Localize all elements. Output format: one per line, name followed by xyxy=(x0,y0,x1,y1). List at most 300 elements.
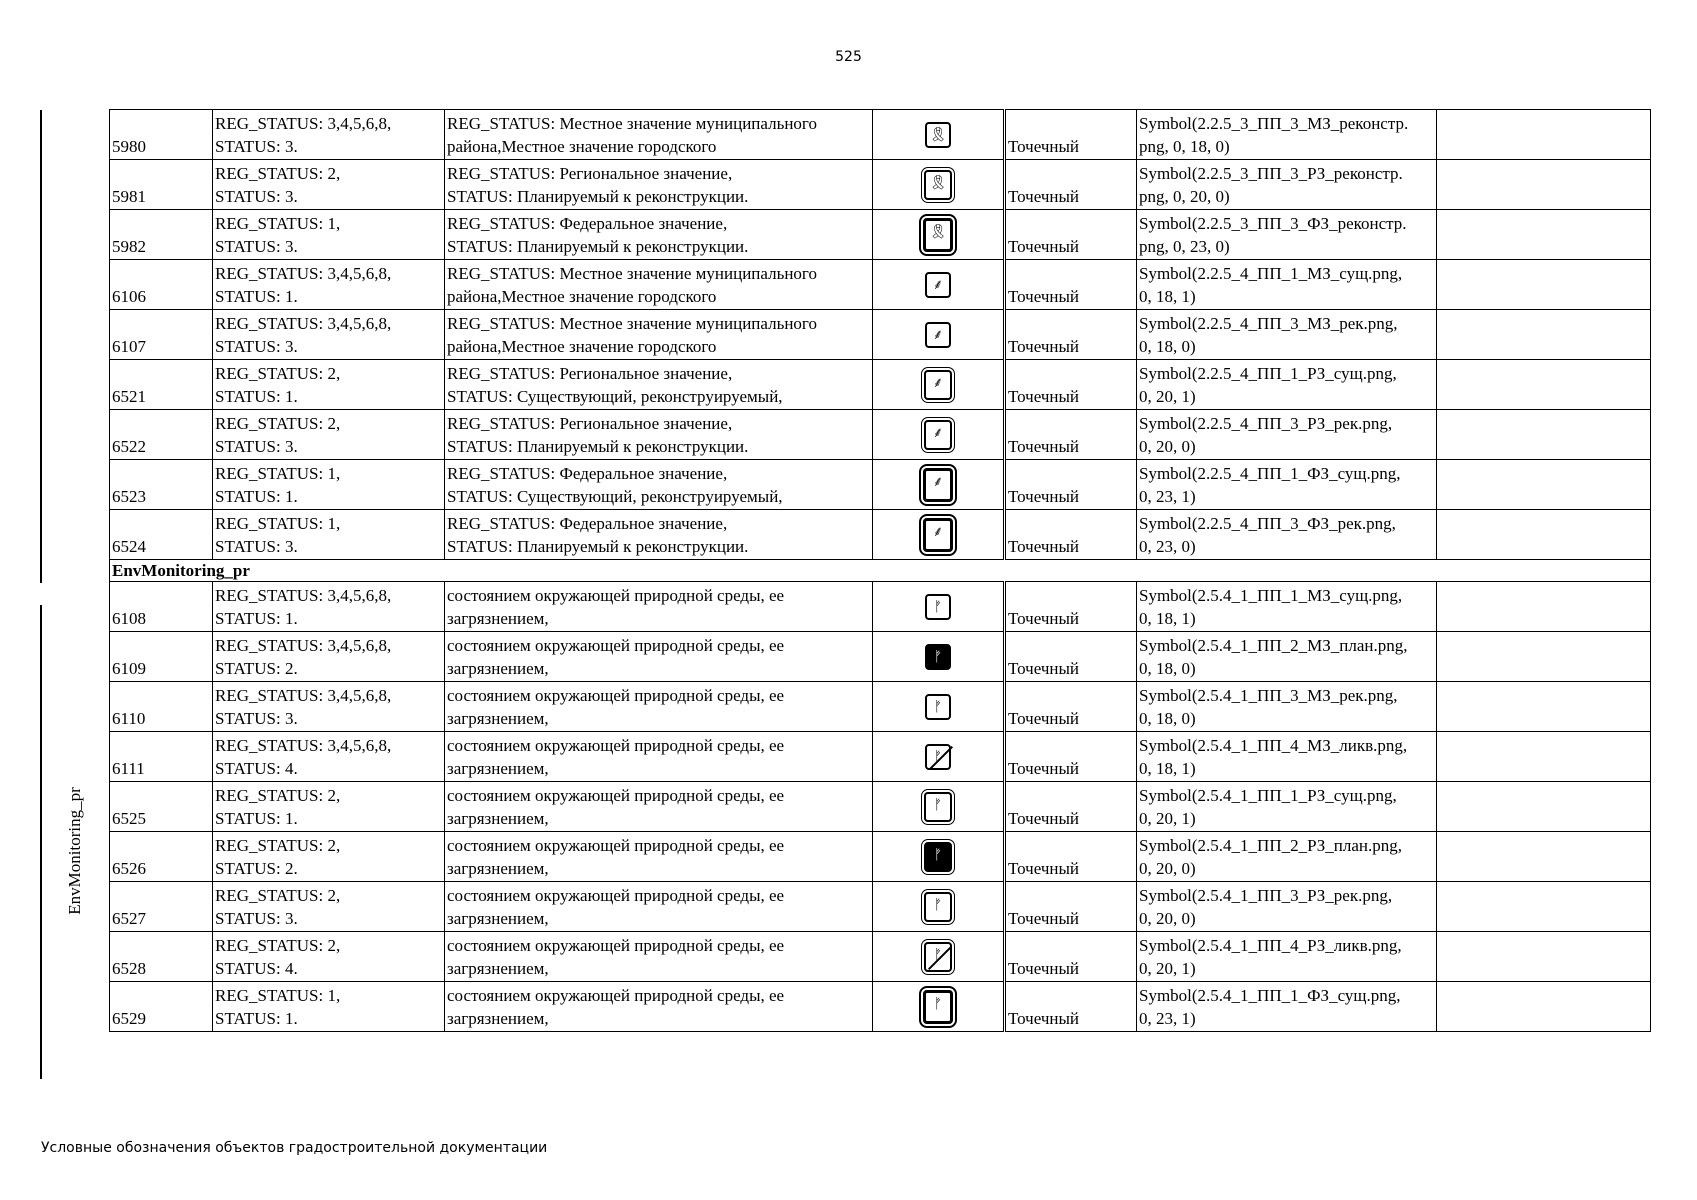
status-desc-line1: состоянием окружающей природной среды, ее xyxy=(447,785,785,805)
status-description-cell xyxy=(445,632,873,682)
symbol-spec-line2: 0, 23, 0) xyxy=(1139,536,1196,556)
symbol-spec-line2: 0, 20, 0) xyxy=(1139,436,1196,456)
status-code-cell xyxy=(213,882,445,932)
geometry-type-cell xyxy=(1005,682,1137,732)
status-code-line2: STATUS: 1. xyxy=(215,608,298,628)
object-id-cell xyxy=(110,832,213,882)
symbol-spec-line2: 0, 20, 1) xyxy=(1139,386,1196,406)
status-desc-line1: состоянием окружающей природной среды, ее xyxy=(447,635,785,655)
status-desc-line1: REG_STATUS: Региональное значение, xyxy=(447,413,733,433)
status-desc-line2: STATUS: Существующий, реконструируемый, xyxy=(447,486,783,506)
status-desc-line2: загрязнением, xyxy=(447,958,549,978)
empty-cell xyxy=(1437,310,1651,360)
symbol-spec-line1: Symbol(2.2.5_4_ПП_1_РЗ_сущ.png, xyxy=(1139,363,1397,383)
symbol-cell xyxy=(873,732,1005,782)
symbol-spec-cell xyxy=(1137,160,1437,210)
status-desc-line2: STATUS: Планируемый к реконструкции. xyxy=(447,436,749,456)
table-row xyxy=(110,510,1651,560)
status-desc-line1: состоянием окружающей природной среды, ее xyxy=(447,885,785,905)
status-code-line2: STATUS: 1. xyxy=(215,808,298,828)
object-id-cell xyxy=(110,782,213,832)
object-id-cell xyxy=(110,460,213,510)
empty-cell xyxy=(1437,460,1651,510)
status-code-cell xyxy=(213,982,445,1032)
symbol-cell xyxy=(873,632,1005,682)
symbol-spec-line2: png, 0, 23, 0) xyxy=(1139,236,1230,256)
geometry-type: Точечный xyxy=(1008,487,1080,506)
status-description-cell xyxy=(445,882,873,932)
geometry-type: Точечный xyxy=(1008,959,1080,978)
object-id-cell xyxy=(110,210,213,260)
symbol-spec-cell xyxy=(1137,510,1437,560)
table-row xyxy=(110,310,1651,360)
status-description-cell xyxy=(445,410,873,460)
monitor-icon: ᚠ xyxy=(925,694,951,720)
table-row xyxy=(110,682,1651,732)
plant-icon: ⸙ xyxy=(925,322,951,348)
table-row xyxy=(110,882,1651,932)
symbol-spec-line2: png, 0, 20, 0) xyxy=(1139,186,1230,206)
status-desc-line2: загрязнением, xyxy=(447,758,549,778)
status-code-line1: REG_STATUS: 1, xyxy=(215,513,341,533)
symbol-spec-line1: Symbol(2.5.4_1_ПП_4_РЗ_ликв.png, xyxy=(1139,935,1402,955)
bottom-rows xyxy=(110,582,1651,1032)
status-code-cell xyxy=(213,310,445,360)
object-id-cell xyxy=(110,360,213,410)
symbol-spec-line1: Symbol(2.5.4_1_ПП_1_РЗ_сущ.png, xyxy=(1139,785,1397,805)
status-desc-line1: состоянием окружающей природной среды, ее xyxy=(447,685,785,705)
page-number: 525 xyxy=(835,49,862,65)
status-desc-line2: загрязнением, xyxy=(447,858,549,878)
symbol-cell xyxy=(873,882,1005,932)
symbol-cell xyxy=(873,360,1005,410)
status-code-line2: STATUS: 3. xyxy=(215,908,298,928)
status-code-line2: STATUS: 1. xyxy=(215,286,298,306)
object-id-cell xyxy=(110,410,213,460)
status-code-line1: REG_STATUS: 2, xyxy=(215,413,341,433)
symbol-spec-cell xyxy=(1137,110,1437,160)
status-code-line2: STATUS: 3. xyxy=(215,236,298,256)
plant-icon: ⸙ xyxy=(925,272,951,298)
empty-cell xyxy=(1437,260,1651,310)
status-description-cell xyxy=(445,110,873,160)
table-row xyxy=(110,732,1651,782)
object-id: 6111 xyxy=(112,759,145,778)
geometry-type: Точечный xyxy=(1008,809,1080,828)
object-id: 6521 xyxy=(112,387,146,406)
object-id: 6527 xyxy=(112,909,146,928)
geometry-type: Точечный xyxy=(1008,437,1080,456)
status-code-line1: REG_STATUS: 3,4,5,6,8, xyxy=(215,685,392,705)
status-desc-line1: состоянием окружающей природной среды, ее xyxy=(447,735,785,755)
symbol-spec-line1: Symbol(2.2.5_4_ПП_1_ФЗ_сущ.png, xyxy=(1139,463,1401,483)
geometry-type: Точечный xyxy=(1008,609,1080,628)
status-code-line1: REG_STATUS: 2, xyxy=(215,885,341,905)
geometry-type: Точечный xyxy=(1008,387,1080,406)
symbol-spec-cell xyxy=(1137,932,1437,982)
status-code-line1: REG_STATUS: 3,4,5,6,8, xyxy=(215,263,392,283)
symbol-cell xyxy=(873,682,1005,732)
empty-cell xyxy=(1437,732,1651,782)
empty-cell xyxy=(1437,682,1651,732)
object-id-cell xyxy=(110,582,213,632)
status-code-line2: STATUS: 3. xyxy=(215,436,298,456)
status-code-cell xyxy=(213,460,445,510)
symbol-cell xyxy=(873,510,1005,560)
symbol-spec-line2: 0, 20, 1) xyxy=(1139,808,1196,828)
geometry-type-cell xyxy=(1005,260,1137,310)
status-code-cell xyxy=(213,832,445,882)
status-code-line1: REG_STATUS: 3,4,5,6,8, xyxy=(215,635,392,655)
geometry-type: Точечный xyxy=(1008,709,1080,728)
status-desc-line2: загрязнением, xyxy=(447,1008,549,1028)
symbol-cell xyxy=(873,160,1005,210)
object-id: 6524 xyxy=(112,537,146,556)
symbol-spec-line1: Symbol(2.5.4_1_ПП_1_МЗ_сущ.png, xyxy=(1139,585,1403,605)
symbol-spec-line2: 0, 23, 1) xyxy=(1139,486,1196,506)
symbol-spec-line1: Symbol(2.2.5_4_ПП_3_МЗ_рек.png, xyxy=(1139,313,1398,333)
symbol-spec-line2: 0, 18, 0) xyxy=(1139,336,1196,356)
status-desc-line1: состоянием окружающей природной среды, ее xyxy=(447,835,785,855)
symbol-spec-line1: Symbol(2.5.4_1_ПП_2_МЗ_план.png, xyxy=(1139,635,1408,655)
status-code-cell xyxy=(213,682,445,732)
geometry-type: Точечный xyxy=(1008,187,1080,206)
geometry-type-cell xyxy=(1005,882,1137,932)
plant-icon: ⸙ xyxy=(923,468,953,502)
status-code-cell xyxy=(213,160,445,210)
status-desc-line1: REG_STATUS: Федеральное значение, xyxy=(447,213,728,233)
geometry-type-cell xyxy=(1005,932,1137,982)
geometry-type-cell xyxy=(1005,160,1137,210)
monitor-icon: ᚠ xyxy=(925,644,951,670)
object-id: 6108 xyxy=(112,609,146,628)
status-code-line1: REG_STATUS: 2, xyxy=(215,835,341,855)
status-code-line2: STATUS: 1. xyxy=(215,486,298,506)
footer-text: Условные обозначения объектов градостроительной документации xyxy=(41,1140,548,1156)
monitor-icon: ᚠ xyxy=(924,942,952,972)
monitor-icon: ᚠ xyxy=(924,792,952,822)
symbol-spec-cell xyxy=(1137,360,1437,410)
status-code-line2: STATUS: 2. xyxy=(215,858,298,878)
ribbon-icon: 🎗 xyxy=(923,218,953,252)
status-description-cell xyxy=(445,582,873,632)
symbol-spec-line2: 0, 18, 1) xyxy=(1139,758,1196,778)
status-description-cell xyxy=(445,782,873,832)
symbol-spec-line1: Symbol(2.5.4_1_ПП_1_ФЗ_сущ.png, xyxy=(1139,985,1401,1005)
status-desc-line1: состоянием окружающей природной среды, ее xyxy=(447,935,785,955)
table-row xyxy=(110,160,1651,210)
geometry-type-cell xyxy=(1005,582,1137,632)
status-code-line2: STATUS: 4. xyxy=(215,758,298,778)
geometry-type: Точечный xyxy=(1008,909,1080,928)
symbol-spec-line2: 0, 18, 0) xyxy=(1139,658,1196,678)
status-description-cell xyxy=(445,460,873,510)
object-id-cell xyxy=(110,932,213,982)
symbol-spec-cell xyxy=(1137,310,1437,360)
status-code-cell xyxy=(213,360,445,410)
status-code-line1: REG_STATUS: 2, xyxy=(215,363,341,383)
symbol-cell xyxy=(873,982,1005,1032)
geometry-type-cell xyxy=(1005,832,1137,882)
symbol-spec-line2: 0, 18, 0) xyxy=(1139,708,1196,728)
empty-cell xyxy=(1437,832,1651,882)
geometry-type-cell xyxy=(1005,410,1137,460)
symbol-spec-line1: Symbol(2.2.5_3_ПП_3_РЗ_реконстр. xyxy=(1139,163,1403,183)
geometry-type-cell xyxy=(1005,460,1137,510)
object-id: 6529 xyxy=(112,1009,146,1028)
object-id-cell xyxy=(110,510,213,560)
status-code-line2: STATUS: 1. xyxy=(215,1008,298,1028)
status-code-cell xyxy=(213,110,445,160)
object-id: 6528 xyxy=(112,959,146,978)
status-desc-line2: STATUS: Планируемый к реконструкции. xyxy=(447,536,749,556)
status-desc-line2: района,Местное значение городского xyxy=(447,286,717,306)
table-row xyxy=(110,460,1651,510)
symbol-spec-cell xyxy=(1137,210,1437,260)
symbol-spec-line2: 0, 20, 1) xyxy=(1139,958,1196,978)
status-desc-line2: загрязнением, xyxy=(447,808,549,828)
geometry-type: Точечный xyxy=(1008,537,1080,556)
geometry-type: Точечный xyxy=(1008,237,1080,256)
left-rule-bottom xyxy=(40,605,42,1079)
empty-cell xyxy=(1437,582,1651,632)
symbol-spec-line1: Symbol(2.5.4_1_ПП_3_МЗ_рек.png, xyxy=(1139,685,1398,705)
symbol-cell xyxy=(873,310,1005,360)
symbol-cell xyxy=(873,782,1005,832)
symbol-spec-cell xyxy=(1137,832,1437,882)
status-code-line2: STATUS: 1. xyxy=(215,386,298,406)
status-code-line1: REG_STATUS: 2, xyxy=(215,935,341,955)
empty-cell xyxy=(1437,410,1651,460)
status-desc-line1: REG_STATUS: Региональное значение, xyxy=(447,163,733,183)
status-desc-line2: загрязнением, xyxy=(447,708,549,728)
symbol-cell xyxy=(873,582,1005,632)
status-desc-line1: REG_STATUS: Местное значение муниципального xyxy=(447,313,817,333)
status-code-line2: STATUS: 3. xyxy=(215,336,298,356)
object-id-cell xyxy=(110,160,213,210)
status-desc-line1: состоянием окружающей природной среды, ее xyxy=(447,585,785,605)
geometry-type: Точечный xyxy=(1008,287,1080,306)
geometry-type: Точечный xyxy=(1008,759,1080,778)
geometry-type-cell xyxy=(1005,110,1137,160)
symbol-spec-line1: Symbol(2.2.5_3_ПП_3_МЗ_реконстр. xyxy=(1139,113,1409,133)
symbol-cell xyxy=(873,410,1005,460)
symbol-spec-cell xyxy=(1137,260,1437,310)
object-id: 5981 xyxy=(112,187,146,206)
status-description-cell xyxy=(445,260,873,310)
section-header-row xyxy=(110,560,1651,582)
symbol-spec-line1: Symbol(2.2.5_4_ПП_3_РЗ_рек.png, xyxy=(1139,413,1393,433)
status-code-line2: STATUS: 2. xyxy=(215,658,298,678)
empty-cell xyxy=(1437,160,1651,210)
symbol-cell xyxy=(873,932,1005,982)
top-rows xyxy=(110,110,1651,560)
object-id: 6110 xyxy=(112,709,146,728)
table-row xyxy=(110,932,1651,982)
symbol-spec-line1: Symbol(2.2.5_4_ПП_1_МЗ_сущ.png, xyxy=(1139,263,1403,283)
object-id-cell xyxy=(110,110,213,160)
symbol-table xyxy=(109,109,1651,1032)
symbol-spec-line1: Symbol(2.5.4_1_ПП_4_МЗ_ликв.png, xyxy=(1139,735,1408,755)
side-label: EnvMonitoring_pr xyxy=(65,787,84,915)
status-desc-line2: района,Местное значение городского xyxy=(447,336,717,356)
status-description-cell xyxy=(445,310,873,360)
status-description-cell xyxy=(445,210,873,260)
symbol-spec-cell xyxy=(1137,460,1437,510)
status-code-line1: REG_STATUS: 3,4,5,6,8, xyxy=(215,313,392,333)
status-code-line1: REG_STATUS: 3,4,5,6,8, xyxy=(215,585,392,605)
status-code-cell xyxy=(213,932,445,982)
empty-cell xyxy=(1437,632,1651,682)
symbol-spec-cell xyxy=(1137,632,1437,682)
symbol-spec-line1: Symbol(2.2.5_4_ПП_3_ФЗ_рек.png, xyxy=(1139,513,1396,533)
status-desc-line2: STATUS: Планируемый к реконструкции. xyxy=(447,186,749,206)
status-description-cell xyxy=(445,160,873,210)
status-code-line1: REG_STATUS: 2, xyxy=(215,785,341,805)
symbol-spec-cell xyxy=(1137,582,1437,632)
symbol-spec-cell xyxy=(1137,410,1437,460)
object-id: 6522 xyxy=(112,437,146,456)
object-id: 5982 xyxy=(112,237,146,256)
table-row xyxy=(110,210,1651,260)
symbol-cell xyxy=(873,832,1005,882)
status-code-cell xyxy=(213,582,445,632)
status-code-line1: REG_STATUS: 1, xyxy=(215,213,341,233)
status-code-line1: REG_STATUS: 3,4,5,6,8, xyxy=(215,735,392,755)
table-row xyxy=(110,110,1651,160)
status-desc-line1: REG_STATUS: Федеральное значение, xyxy=(447,463,728,483)
status-desc-line1: REG_STATUS: Местное значение муниципального xyxy=(447,113,817,133)
table-row xyxy=(110,632,1651,682)
empty-cell xyxy=(1437,882,1651,932)
status-desc-line2: загрязнением, xyxy=(447,608,549,628)
symbol-spec-cell xyxy=(1137,782,1437,832)
object-id-cell xyxy=(110,682,213,732)
monitor-icon: ᚠ xyxy=(924,842,952,872)
table-row xyxy=(110,260,1651,310)
object-id: 6525 xyxy=(112,809,146,828)
status-desc-line2: района,Местное значение городского xyxy=(447,136,717,156)
geometry-type-cell xyxy=(1005,310,1137,360)
plant-icon: ⸙ xyxy=(924,420,952,450)
status-desc-line1: REG_STATUS: Федеральное значение, xyxy=(447,513,728,533)
geometry-type: Точечный xyxy=(1008,1009,1080,1028)
status-code-cell xyxy=(213,782,445,832)
symbol-spec-line2: 0, 18, 1) xyxy=(1139,608,1196,628)
symbol-spec-line1: Symbol(2.5.4_1_ПП_3_РЗ_рек.png, xyxy=(1139,885,1393,905)
status-code-cell xyxy=(213,260,445,310)
status-desc-line2: загрязнением, xyxy=(447,658,549,678)
empty-cell xyxy=(1437,210,1651,260)
ribbon-icon: 🎗 xyxy=(924,170,952,200)
empty-cell xyxy=(1437,360,1651,410)
geometry-type-cell xyxy=(1005,210,1137,260)
status-description-cell xyxy=(445,832,873,882)
symbol-spec-line2: 0, 20, 0) xyxy=(1139,858,1196,878)
object-id-cell xyxy=(110,260,213,310)
table-row xyxy=(110,360,1651,410)
geometry-type-cell xyxy=(1005,732,1137,782)
status-desc-line1: состоянием окружающей природной среды, ее xyxy=(447,985,785,1005)
geometry-type-cell xyxy=(1005,360,1137,410)
status-desc-line1: REG_STATUS: Местное значение муниципального xyxy=(447,263,817,283)
monitor-icon: ᚠ xyxy=(925,594,951,620)
symbol-spec-cell xyxy=(1137,732,1437,782)
ribbon-icon: 🎗 xyxy=(925,122,951,148)
symbol-spec-line2: 0, 20, 0) xyxy=(1139,908,1196,928)
object-id: 6526 xyxy=(112,859,146,878)
status-code-line1: REG_STATUS: 1, xyxy=(215,985,341,1005)
object-id-cell xyxy=(110,732,213,782)
status-description-cell xyxy=(445,510,873,560)
symbol-cell xyxy=(873,210,1005,260)
status-code-cell xyxy=(213,732,445,782)
status-code-line1: REG_STATUS: 3,4,5,6,8, xyxy=(215,113,392,133)
empty-cell xyxy=(1437,110,1651,160)
symbol-spec-cell xyxy=(1137,682,1437,732)
status-description-cell xyxy=(445,360,873,410)
symbol-cell xyxy=(873,460,1005,510)
symbol-spec-line2: png, 0, 18, 0) xyxy=(1139,136,1230,156)
table-row xyxy=(110,582,1651,632)
status-code-cell xyxy=(213,410,445,460)
object-id: 6107 xyxy=(112,337,146,356)
plant-icon: ⸙ xyxy=(924,370,952,400)
status-code-cell xyxy=(213,632,445,682)
object-id: 6523 xyxy=(112,487,146,506)
monitor-icon: ᚠ xyxy=(923,990,953,1024)
status-code-line2: STATUS: 3. xyxy=(215,136,298,156)
symbol-spec-line2: 0, 18, 1) xyxy=(1139,286,1196,306)
status-desc-line2: STATUS: Существующий, реконструируемый, xyxy=(447,386,783,406)
object-id: 5980 xyxy=(112,137,146,156)
status-desc-line1: REG_STATUS: Региональное значение, xyxy=(447,363,733,383)
table-row xyxy=(110,832,1651,882)
geometry-type: Точечный xyxy=(1008,337,1080,356)
object-id-cell xyxy=(110,310,213,360)
table-row xyxy=(110,782,1651,832)
empty-cell xyxy=(1437,782,1651,832)
status-desc-line2: STATUS: Планируемый к реконструкции. xyxy=(447,236,749,256)
symbol-spec-cell xyxy=(1137,882,1437,932)
geometry-type: Точечный xyxy=(1008,137,1080,156)
monitor-icon: ᚠ xyxy=(925,744,951,770)
status-code-line2: STATUS: 3. xyxy=(215,186,298,206)
status-description-cell xyxy=(445,732,873,782)
status-description-cell xyxy=(445,682,873,732)
object-id-cell xyxy=(110,882,213,932)
geometry-type-cell xyxy=(1005,982,1137,1032)
status-code-cell xyxy=(213,210,445,260)
empty-cell xyxy=(1437,982,1651,1032)
symbol-spec-line1: Symbol(2.5.4_1_ПП_2_РЗ_план.png, xyxy=(1139,835,1403,855)
empty-cell xyxy=(1437,932,1651,982)
status-description-cell xyxy=(445,932,873,982)
object-id-cell xyxy=(110,632,213,682)
geometry-type-cell xyxy=(1005,782,1137,832)
table-row xyxy=(110,410,1651,460)
status-description-cell xyxy=(445,982,873,1032)
object-id: 6106 xyxy=(112,287,146,306)
status-code-line2: STATUS: 4. xyxy=(215,958,298,978)
status-code-line1: REG_STATUS: 1, xyxy=(215,463,341,483)
symbol-cell xyxy=(873,260,1005,310)
status-desc-line2: загрязнением, xyxy=(447,908,549,928)
status-code-line1: REG_STATUS: 2, xyxy=(215,163,341,183)
geometry-type-cell xyxy=(1005,510,1137,560)
object-id-cell xyxy=(110,982,213,1032)
geometry-type: Точечный xyxy=(1008,659,1080,678)
